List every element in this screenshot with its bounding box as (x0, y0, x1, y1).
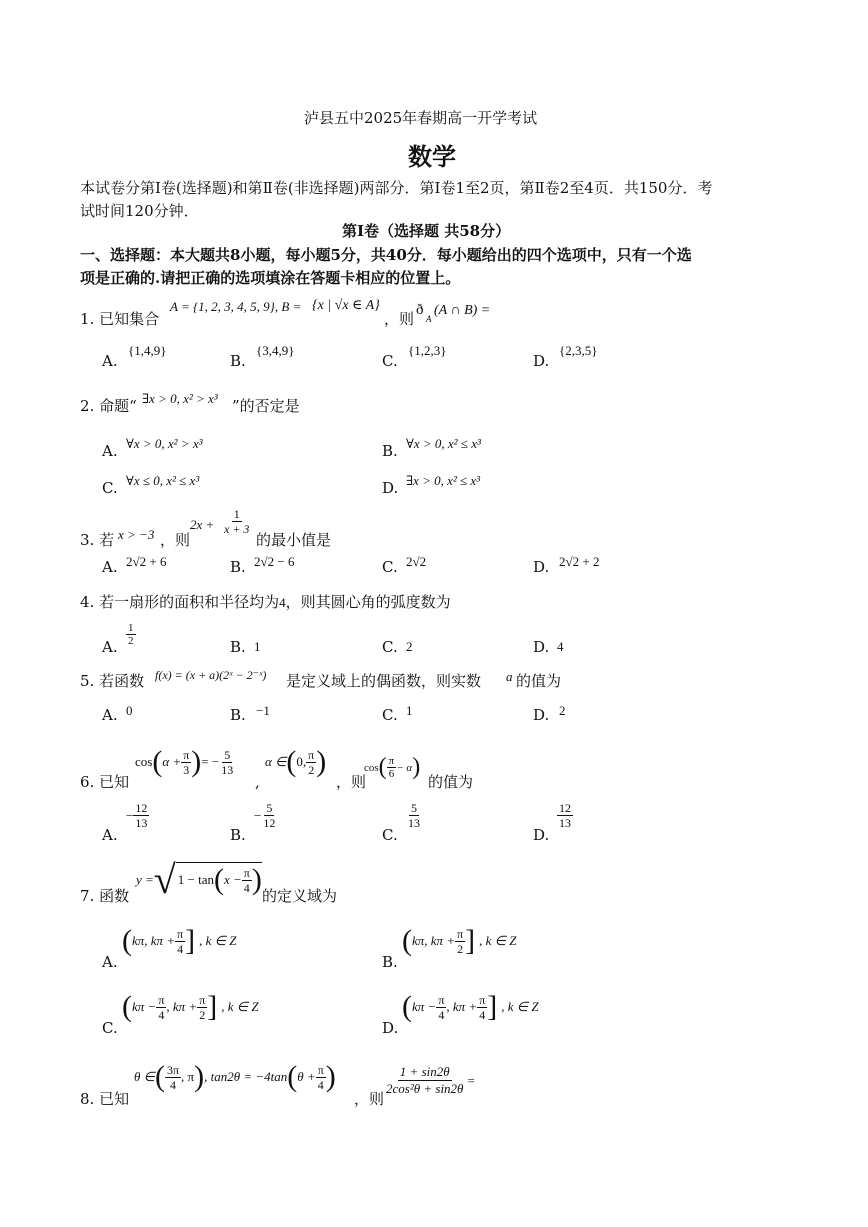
q6-option-a-sign: − (126, 807, 134, 823)
q3-option-c-value: 2√2 (406, 554, 427, 569)
q8-tan-part: , tan2θ = −4tan (204, 1069, 288, 1084)
q6-target-lparen: ( (378, 754, 387, 780)
q8-frac-numerator: 1 + sin2θ (399, 1064, 450, 1079)
q7-inner: 1 − tan (177, 872, 214, 887)
q6-cos-2: cos (364, 761, 379, 774)
q3-option-b-label[interactable]: B. (230, 558, 246, 576)
q1-set-b: {x | √x ∈ A} (312, 298, 380, 313)
q7-pi: π (243, 865, 250, 880)
q7-b-lparen: ( (402, 924, 412, 957)
q6-range-rparen: ) (316, 745, 327, 778)
q7-b-num: π (457, 926, 464, 941)
q6-six: 6 (388, 768, 395, 780)
q8-frac-denominator: 2cos²θ + sin2θ (386, 1081, 464, 1096)
q4-option-a-den: 2 (128, 635, 134, 647)
q7-rparen: ) (251, 863, 262, 896)
q6-option-b-den: 12 (263, 816, 276, 830)
q1-number: 1. 已知集合 (80, 310, 160, 328)
q7-c-lparen: ( (122, 990, 132, 1023)
q3-fraction (222, 507, 251, 536)
q4-option-d-label[interactable]: D. (533, 638, 550, 656)
q5-mid: 是定义域上的偶函数，则实数 (286, 672, 482, 690)
q5-function: f(x) = (x + a)(2ˣ − 2⁻ˣ) (155, 668, 267, 682)
q6-given-cos (135, 745, 235, 779)
q1-set-a: A = {1, 2, 3, 4, 5, 9}, B = (170, 299, 302, 314)
q2-option-c-label[interactable]: C. (102, 479, 118, 497)
q7-c-rbracket: ] (207, 990, 218, 1023)
q1-option-c-label[interactable]: C. (382, 352, 398, 370)
q7-four: 4 (243, 880, 250, 895)
q4-option-a-label[interactable]: A. (102, 638, 118, 656)
q8-condition (134, 1060, 336, 1094)
q6-option-b-label[interactable]: B. (230, 826, 246, 844)
q7-y: y = (136, 871, 154, 887)
q7-option-b-value: ( kπ, kπ + $\frac{\pi}{2}$ ] , k ∈ Z (402, 924, 517, 957)
q7-d-num: π (479, 992, 486, 1007)
q6-option-a-value (126, 801, 149, 830)
q8-four: 4 (170, 1077, 176, 1092)
q5-option-c-value: 1 (406, 703, 413, 718)
q7-b-k: k ∈ Z (485, 933, 517, 948)
q7-d-rbracket: ] (487, 990, 498, 1023)
q6-alpha-range (265, 745, 326, 779)
q8-rparen-2: ) (325, 1060, 336, 1093)
q7-sqrt-sign: √ (153, 857, 176, 902)
q7-option-a-value: ( kπ, kπ + $\frac{\pi}{4}$ ] , k ∈ Z (122, 924, 237, 957)
q1-expression: (A ∩ B) = (434, 303, 491, 318)
q7-c-mid: , kπ + (166, 999, 198, 1014)
q6-three: 3 (183, 762, 190, 777)
q7-a-left: kπ, kπ + (132, 933, 176, 948)
q1-option-b-value: {3,4,9} (256, 343, 295, 358)
q1-stem (80, 309, 159, 329)
q2-option-b-value: ∀x > 0, x² ≤ x³ (406, 436, 481, 451)
q7-function (136, 856, 262, 903)
q3-option-a-label[interactable]: A. (102, 558, 118, 576)
q4-option-b-value: 1 (254, 639, 261, 654)
q8-theta-in: θ ∈ (134, 1069, 155, 1084)
q7-b-den: 2 (457, 941, 464, 956)
q6-tail: 的值为 (428, 773, 474, 791)
q5-number: 5. 若函数 (80, 672, 145, 690)
q6-pi-3: π (388, 755, 395, 767)
q7-option-c-label[interactable]: C. (102, 1019, 118, 1037)
q7-option-a-label[interactable]: A. (102, 953, 118, 971)
q7-c-den0: 4 (158, 1007, 165, 1022)
q6-five: 5 (224, 747, 231, 762)
q2-option-c-value: ∀x ≤ 0, x² ≤ x³ (126, 473, 200, 488)
q7-c-k: k ∈ Z (227, 999, 259, 1014)
q6-target-cos (364, 754, 420, 781)
q6-alpha-plus: α + (162, 754, 182, 769)
q6-option-c-value (406, 801, 422, 830)
q8-pi: π (317, 1062, 324, 1077)
q3-tail: 的最小值是 (256, 531, 332, 549)
q2-proposition: ∃x > 0, x² > x³ (142, 391, 218, 406)
q8-target (384, 1064, 475, 1097)
q6-option-c-den: 13 (408, 816, 420, 830)
q1-option-a-value: {1,4,9} (128, 343, 167, 358)
q7-option-d-label[interactable]: D. (382, 1019, 399, 1037)
q3-option-c-label[interactable]: C. (382, 558, 398, 576)
part-instructions-line-1: 一、选择题：本大题共8小题，每小题5分，共40分．每小题给出的四个选项中，只有一个选 (80, 246, 692, 264)
q6-minus-alpha: − α (396, 761, 413, 774)
q6-number: 6. 已知 (80, 773, 130, 791)
q5-option-d-label[interactable]: D. (533, 706, 550, 724)
q7-c-den: 2 (199, 1007, 206, 1022)
q6-zero: 0, (296, 754, 307, 769)
q3-then: ，则 (160, 531, 191, 549)
q8-four-2: 4 (317, 1077, 324, 1092)
q4-text: 4. 若一扇形的面积和半径均为 (80, 593, 280, 611)
q6-comma: , (255, 773, 260, 791)
q5-tail: 的值为 (516, 672, 562, 690)
q2-option-d-value: ∃x > 0, x² ≤ x³ (406, 473, 481, 488)
intro-line-2: 试时间120分钟． (80, 202, 199, 220)
q7-c-num: π (199, 992, 206, 1007)
q7-tail: 的定义域为 (262, 887, 338, 905)
q5-option-b-value: −1 (256, 703, 270, 718)
q7-option-b-label[interactable]: B. (382, 953, 398, 971)
q4-tail: ，则其圆心角的弧度数为 (285, 593, 451, 611)
q6-option-c-label[interactable]: C. (382, 826, 398, 844)
school-title: 泸县五中2025年春期高一开学考试 (304, 109, 538, 127)
q7-c-num0: π (158, 992, 165, 1007)
q3-number: 3. 若 (80, 531, 115, 549)
q4-option-b-label[interactable]: B. (230, 638, 246, 656)
q6-lparen: ( (152, 745, 163, 778)
q7-option-d-value: ( kπ − $\frac{\pi}{4}$ , kπ + $\frac{\pi}{4}$ ] , k ∈ Z (402, 990, 539, 1023)
q7-d-num0: π (438, 992, 445, 1007)
q7-a-k: k ∈ Z (205, 933, 237, 948)
q5-option-b-label[interactable]: B. (230, 706, 246, 724)
q7-a-num: π (177, 926, 184, 941)
q8-lparen-1: ( (154, 1060, 165, 1093)
q6-option-a-num: 12 (135, 801, 148, 815)
q8-theta-plus: θ + (297, 1069, 316, 1084)
q4-option-a-num: 1 (128, 622, 134, 634)
q8-number: 8. 已知 (80, 1090, 130, 1108)
q4-option-c-value: 2 (406, 639, 413, 654)
q7-option-c-value: ( kπ − $\frac{\pi}{4}$ , kπ + $\frac{\pi}{2}$ ] , k ∈ Z (122, 990, 259, 1023)
q7-a-den: 4 (177, 941, 184, 956)
q2-number: 2. 命题“ (80, 397, 137, 415)
q1-option-d-value: {2,3,5} (559, 343, 598, 358)
q1-option-d-label[interactable]: D. (533, 352, 550, 370)
q6-then: ，则 (336, 773, 367, 791)
q7-a-lparen: ( (122, 924, 132, 957)
q8-lparen-2: ( (287, 1060, 298, 1093)
q7-c-left: kπ − (132, 999, 157, 1014)
section-title: 第Ⅰ卷（选择题 共58分） (342, 222, 511, 240)
q6-alpha-in: α ∈ (265, 754, 287, 769)
q6-option-b-sign: − (254, 807, 262, 823)
q4-value: 4 (279, 595, 286, 610)
subject-title: 数学 (408, 143, 456, 171)
q3-frac-numerator: 1 (233, 507, 240, 521)
intro-line-1: 本试卷分第Ⅰ卷(选择题)和第Ⅱ卷(非选择题)两部分．第Ⅰ卷1至2页，第Ⅱ卷2至4页．共150分．考 (80, 179, 713, 197)
q2-option-a-label[interactable]: A. (102, 442, 118, 460)
q3-option-b-value: 2√2 − 6 (254, 554, 295, 569)
q6-range-lparen: ( (286, 745, 297, 778)
q7-b-left: kπ, kπ + (412, 933, 456, 948)
q6-option-d-value (557, 801, 573, 830)
q4-stem (80, 592, 451, 613)
q7-a-rbracket: ] (185, 924, 196, 957)
q3-condition: x > −3 (118, 527, 155, 542)
q7-xm: x − (223, 872, 242, 887)
q7-d-lparen: ( (402, 990, 412, 1023)
q6-option-d-den: 13 (559, 816, 571, 830)
q3-expr-a: 2x + (190, 517, 215, 532)
q8-then: ，则 (354, 1090, 385, 1108)
q7-lparen: ( (213, 863, 224, 896)
q1-complement-sub: A (426, 314, 432, 324)
q5-option-d-value: 2 (559, 703, 566, 718)
q6-target-rparen: ) (412, 754, 421, 780)
q1-option-a-label[interactable]: A. (102, 352, 118, 370)
q2-tail: ”的否定是 (232, 397, 300, 415)
q7-d-den0: 4 (438, 1007, 445, 1022)
q8-equals: = (467, 1072, 475, 1088)
q6-option-b-num: 5 (266, 801, 273, 815)
q6-cos: cos (135, 754, 153, 769)
q8-rparen-1: ) (194, 1060, 205, 1093)
q6-option-d-label[interactable]: D. (533, 826, 550, 844)
q5-variable: a (506, 669, 513, 684)
q6-pi-2: π (308, 747, 315, 762)
q1-complement-symbol: ð (416, 302, 424, 318)
q3-option-a-value: 2√2 + 6 (126, 554, 167, 569)
q7-d-den: 4 (479, 1007, 486, 1022)
q5-option-a-label[interactable]: A. (102, 706, 118, 724)
q6-pi-1: π (183, 747, 190, 762)
q6-thirteen: 13 (221, 762, 234, 777)
q6-rparen: ) (191, 745, 202, 778)
q1-option-b-label[interactable]: B. (230, 352, 246, 370)
q7-d-left: kπ − (412, 999, 437, 1014)
q6-option-a-label[interactable]: A. (102, 826, 118, 844)
q6-option-b-value (254, 801, 277, 830)
q1-option-c-value: {1,2,3} (408, 343, 447, 358)
q4-option-a-value (126, 622, 136, 647)
q8-three-pi: 3π (166, 1062, 180, 1077)
q1-then: ，则 (384, 310, 415, 328)
q6-option-c-num: 5 (411, 801, 417, 815)
q4-option-c-label[interactable]: C. (382, 638, 398, 656)
q6-equals: = − (201, 754, 220, 769)
q5-option-c-label[interactable]: C. (382, 706, 398, 724)
q7-d-k: k ∈ Z (507, 999, 539, 1014)
q7-b-rbracket: ] (465, 924, 476, 957)
q7-number: 7. 函数 (80, 887, 130, 905)
q3-option-d-label[interactable]: D. (533, 558, 550, 576)
q6-option-d-num: 12 (559, 801, 571, 815)
q2-option-b-label[interactable]: B. (382, 442, 398, 460)
q2-option-d-label[interactable]: D. (382, 479, 399, 497)
q6-option-a-den: 13 (135, 816, 148, 830)
q4-option-d-value: 4 (557, 639, 564, 654)
q7-d-mid: , kπ + (446, 999, 478, 1014)
q3-frac-denominator: x + 3 (224, 522, 250, 536)
q3-option-d-value: 2√2 + 2 (559, 554, 600, 569)
q5-option-a-value: 0 (126, 703, 133, 718)
part-instructions-line-2: 项是正确的.请把正确的选项填涂在答题卡相应的位置上。 (80, 269, 461, 287)
q6-two: 2 (308, 762, 315, 777)
q8-pi-close: , π (181, 1069, 195, 1084)
q7-radicand (176, 862, 262, 897)
q2-option-a-value: ∀x > 0, x² > x³ (126, 436, 203, 451)
